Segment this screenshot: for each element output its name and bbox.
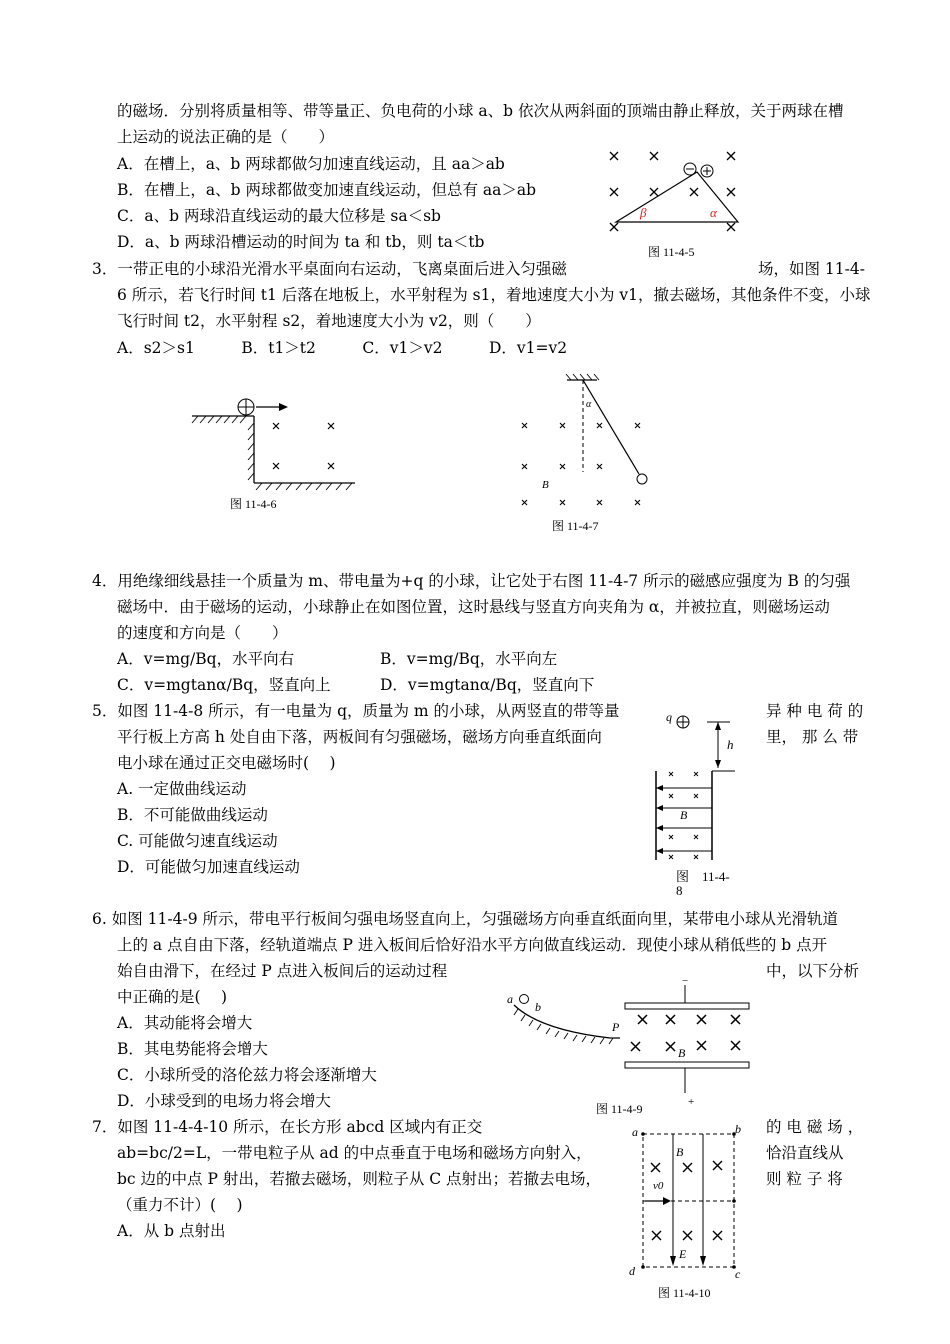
q2-line2: 上运动的说法正确的是（ ） bbox=[117, 128, 335, 146]
figure-caption-11-4-9: 图 11-4-9 bbox=[596, 1102, 643, 1116]
q7-line1a: 7．如图 11-4-4-10 所示，在长方形 abcd 区域内有正交 bbox=[92, 1118, 483, 1136]
q2-option-d: D．a、b 两球沿槽运动的时间为 ta 和 tb，则 ta＜tb bbox=[117, 233, 485, 251]
angle-alpha-label: α bbox=[586, 399, 592, 410]
q5-option-c: C. 可能做匀速直线运动 bbox=[117, 832, 278, 850]
field-E-arrow-icon bbox=[700, 1256, 706, 1266]
lower-plate bbox=[625, 1062, 749, 1068]
q6-line3a: 始自由滑下，在经过 P 点进入板间后的运动过程 bbox=[117, 962, 448, 980]
q7-line1b: 的 电 磁 场 ， bbox=[766, 1118, 864, 1136]
figure-11-4-6 bbox=[190, 393, 360, 493]
q5-line2b: 里， 那 么 带 bbox=[766, 728, 859, 746]
q3-line1b: 场，如图 11-4- bbox=[758, 260, 865, 278]
q2-option-b: B．在槽上，a、b 两球都做变加速直线运动，但总有 aa＞ab bbox=[117, 181, 537, 199]
figure-caption-11-4-8-part2: 8 bbox=[676, 883, 683, 898]
figure-caption-11-4-10: 图 11-4-10 bbox=[658, 1286, 711, 1300]
figure-11-4-5 bbox=[600, 145, 760, 240]
field-E-label: E bbox=[679, 1247, 687, 1261]
q6-line3b: 中，以下分析 bbox=[766, 962, 860, 980]
q6-option-d: D．小球受到的电场力将会增大 bbox=[117, 1092, 331, 1110]
q5-line3: 电小球在通过正交电磁场时( ) bbox=[117, 754, 336, 772]
q4-line2: 磁场中．由于磁场的运动，小球静止在如图位置，这时悬线与竖直方向夹角为 α，并被拉直，则磁场运动 bbox=[117, 598, 830, 616]
q6-line2: 上的 a 点自由下落，经轨道端点 P 进入板间后恰好沿水平方向做直线运动．现使小球从稍低些的 b 点开 bbox=[117, 936, 828, 954]
plate-plus-label: + bbox=[688, 1096, 695, 1108]
q7-line2a: ab=bc/2=L，一带电粒子从 ad 的中点垂直于电场和磁场方向射入， bbox=[117, 1144, 592, 1162]
point-P-label: P bbox=[612, 1020, 620, 1034]
corner-d-label: d bbox=[629, 1264, 635, 1278]
field-B-label: B bbox=[676, 1145, 684, 1159]
plate-minus-label: − bbox=[682, 975, 689, 987]
q4-option-d: D．v=mgtanα/Bq，竖直向下 bbox=[380, 676, 595, 694]
corner-a-label: a bbox=[632, 1125, 638, 1139]
q5-option-b: B．不可能做曲线运动 bbox=[117, 806, 268, 824]
suspension-thread bbox=[583, 380, 639, 474]
incline-triangle bbox=[616, 172, 738, 222]
height-h-label: h bbox=[727, 737, 734, 752]
q6-line1: 6. 如图 11-4-9 所示，带电平行板间匀强电场竖直向上，匀强磁场方向垂直纸面向里，某带电小球从光滑轨道 bbox=[92, 910, 838, 928]
q6-line4: 中正确的是( ) bbox=[117, 988, 228, 1006]
track-curve bbox=[514, 1005, 620, 1038]
q7-line3b: 则 粒 子 将 bbox=[766, 1170, 843, 1188]
q6-option-b: B．其电势能将会增大 bbox=[117, 1040, 268, 1058]
q2-line1: 的磁场．分别将质量相等、带等量正、负电荷的小球 a、b 依次从两斜面的顶端由静止释放，关于两球在槽 bbox=[117, 102, 844, 120]
field-E-arrow-icon bbox=[670, 1256, 676, 1266]
field-B-label: B bbox=[678, 1046, 686, 1060]
q3-options: A．s2＞s1 B．t1＞t2 C．v1＞v2 D．v1=v2 bbox=[117, 339, 568, 357]
charge-q-label: q bbox=[666, 710, 672, 724]
angle-alpha-label: α bbox=[710, 205, 717, 220]
q4-line3: 的速度和方向是（ ） bbox=[117, 624, 288, 642]
q4-option-c: C．v=mgtanα/Bq，竖直向上 bbox=[117, 676, 331, 694]
point-b-label: b bbox=[535, 1000, 541, 1014]
q2-option-c: C．a、b 两球沿直线运动的最大位移是 sa＜sb bbox=[117, 207, 441, 225]
q4-line1: 4．用绝缘细线悬挂一个质量为 m、带电量为+q 的小球，让它处于右图 11-4-7 所示的磁感应强度为 B 的匀强 bbox=[92, 572, 851, 590]
figure-caption-11-4-5: 图 11-4-5 bbox=[648, 245, 695, 259]
q4-option-b: B．v=mg/Bq，水平向左 bbox=[380, 650, 558, 668]
angle-beta-label: β bbox=[640, 205, 647, 220]
corner-b-label: b bbox=[735, 1122, 741, 1136]
figure-caption-11-4-7: 图 11-4-7 bbox=[552, 519, 599, 533]
figure-caption-11-4-6: 图 11-4-6 bbox=[230, 497, 277, 511]
figure-11-4-8 bbox=[650, 705, 750, 865]
q6-option-a: A．其动能将会增大 bbox=[117, 1014, 253, 1032]
q7-line2b: 恰沿直线从 bbox=[766, 1144, 844, 1162]
field-B-label: B bbox=[542, 479, 549, 491]
corner-c-label: c bbox=[735, 1267, 741, 1281]
v0-label: v0 bbox=[653, 1180, 664, 1192]
figure-11-4-10 bbox=[625, 1120, 750, 1282]
q3-line2: 6 所示，若飞行时间 t1 后落在地板上，水平射程为 s1，着地速度大小为 v1，撤去磁场，其他条件不变，小球 bbox=[117, 286, 871, 304]
q7-line3a: bc 边的中点 P 射出，若撤去磁场，则粒子从 C 点射出；若撤去电场， bbox=[117, 1170, 602, 1188]
figure-11-4-7 bbox=[515, 372, 655, 514]
upper-plate bbox=[625, 1003, 749, 1009]
field-B-label: B bbox=[680, 808, 688, 822]
q3-line3: 飞行时间 t2，水平射程 s2，着地速度大小为 v2，则（ ） bbox=[117, 312, 541, 330]
q5-line1a: 5．如图 11-4-8 所示，有一电量为 q，质量为 m 的小球，从两竖直的带等量 bbox=[92, 702, 620, 720]
q2-option-a: A．在槽上，a、b 两球都做匀加速直线运动，且 aa＞ab bbox=[117, 155, 505, 173]
q7-line4: （重力不计）( ) bbox=[117, 1196, 243, 1214]
figure-caption-11-4-8-part1: 图 11-4- bbox=[676, 869, 730, 884]
q5-option-a: A. 一定做曲线运动 bbox=[117, 780, 247, 798]
figure-11-4-9 bbox=[500, 975, 760, 1110]
q7-option-a: A．从 b 点射出 bbox=[117, 1222, 226, 1240]
point-a-label: a bbox=[507, 992, 513, 1006]
ball-icon bbox=[520, 995, 529, 1004]
q4-option-a: A．v=mg/Bq，水平向右 bbox=[117, 650, 295, 668]
q5-line2a: 平行板上方高 h 处自由下落，两板间有匀强磁场，磁场方向垂直纸面向 bbox=[117, 728, 602, 746]
hanging-ball-icon bbox=[637, 474, 647, 484]
q5-option-d: D．可能做匀加速直线运动 bbox=[117, 858, 300, 876]
q3-line1a: 3．一带正电的小球沿光滑水平桌面向右运动，飞离桌面后进入匀强磁 bbox=[92, 260, 567, 278]
q5-line1b: 异 种 电 荷 的 bbox=[766, 702, 864, 720]
q6-option-c: C．小球所受的洛伦兹力将会逐渐增大 bbox=[117, 1066, 377, 1084]
